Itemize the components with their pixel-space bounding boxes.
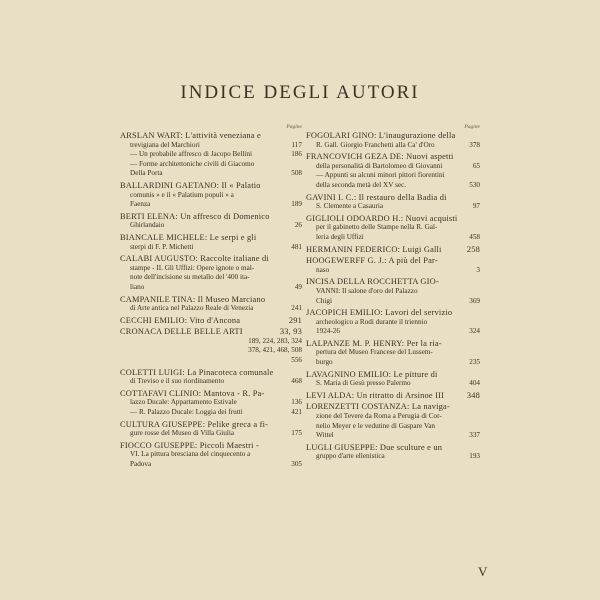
entry-text: 1924-26 [316,327,340,336]
entry-line [120,283,302,293]
entry-heading-line [306,402,480,412]
page-number [298,420,302,430]
page-number: 258 [466,244,480,254]
page-number [476,402,480,412]
entry-text: BALLARDINI GAETANO: Il « Palatio [120,180,261,190]
entry-text: della seconda metà del XV sec. [316,180,407,189]
entry-text: S. Maria di Gesù presso Palermo [316,379,411,388]
entry-text: — Appunti su alcuni minori pittori fiorentini [316,171,445,180]
page-number: 481 [291,242,302,251]
entry-heading-line [306,277,480,287]
entry-text: liano [130,282,145,291]
entry-text: LORENZETTI COSTANZA: La naviga- [306,402,450,412]
page-number [476,214,480,224]
entry-line [306,412,480,422]
page-number: 324 [469,327,480,336]
entry-line [120,398,302,408]
index-entry [120,212,302,231]
entry-line [120,169,302,179]
page-number [476,443,480,453]
index-entry [120,327,302,365]
entry-line [120,200,302,210]
entry-text: GAVINI I. C.: Il restauro della Badia di [306,192,447,202]
entry-line [120,141,302,151]
page-number [298,191,302,201]
entry-line [306,162,480,172]
entry-line [306,223,480,233]
index-entry [306,193,480,212]
entry-line [306,181,480,191]
entry-text: pertura del Museo Francese del Lussem- [316,348,433,357]
page-number: 378, 421, 468, 508 [248,346,302,355]
entry-heading-line [306,152,480,162]
entry-text: naso [316,265,330,274]
index-entry [306,443,480,462]
index-entry [306,339,480,368]
page-number: 49 [294,282,302,291]
entry-text: lazzo Ducale: Appartamento Estivale [130,398,237,407]
entry-text: Della Porta [130,169,163,178]
entry-text: — Forme architettoniche civili di Giacomo [130,159,255,168]
index-entry [306,152,480,190]
page-number [298,389,302,399]
page-number [298,441,302,451]
page-number [476,152,480,162]
page-number [298,160,302,170]
page-number [298,212,302,222]
page-number: 530 [469,180,480,189]
entry-text: R. Gall. Giorgio Franchetti alla Ca' d'Oro [316,140,435,149]
entry-line [306,422,480,432]
entry-line [120,337,302,347]
entry-text: gruppo d'arte ellenistica [316,452,385,461]
entry-text: stampe - II. Gli Uffizi: Opere ignote o mal- [130,263,255,272]
entry-line [120,408,302,418]
entry-heading-line [306,339,480,349]
entry-line [306,297,480,307]
page-number: 305 [291,460,302,468]
index-entry [306,277,480,306]
entry-text: CRONACA DELLE BELLE ARTI [120,327,243,337]
entry-heading-line [306,256,480,266]
page-number: 421 [291,408,302,417]
page-number: 348 [466,390,480,400]
index-entry [306,391,480,401]
index-entry [306,402,480,440]
entry-line [120,264,302,274]
page-number: 117 [291,140,302,149]
entry-text: archeologico a Rodi durante il triennio [316,317,428,326]
page-number: 291 [288,315,302,325]
entry-line [306,141,480,151]
entry-line [120,273,302,283]
entry-heading-line [306,193,480,203]
page-number: 65 [472,161,480,170]
pagine-label: Pagine [286,124,302,130]
index-entry [306,245,480,255]
entry-text: di Arte antica nel Palazzo Reale di Venezia [130,304,254,313]
index-entry [120,368,302,387]
entry-text: Ghirlandaio [130,221,165,230]
page-number [298,233,302,243]
entry-heading-line [306,131,480,141]
page-number: 33, 93 [279,327,302,337]
page-number: 136 [291,398,302,407]
entry-text: ARSLAN WART: L'attività veneziana e [120,131,261,140]
page-number [476,308,480,318]
entry-heading-line [120,212,302,222]
page-number [476,412,480,422]
page-number: 189, 224, 283, 324 [248,336,302,345]
entry-text: note dell'incisione su metallo del '400 ita- [130,273,250,282]
entry-text: HERMANIN FEDERICO: Luigi Galli [306,244,442,254]
page-number: 468 [291,377,302,386]
entry-text: Wittel [316,431,334,440]
entry-heading-line [120,316,302,326]
entry-heading-line [120,295,302,305]
index-column-left [120,124,302,472]
entry-heading-line [120,181,302,191]
entry-line [306,452,480,462]
page-number: 404 [469,379,480,388]
page-number: 235 [469,358,480,367]
index-entry [120,131,302,179]
entry-text: CAMPANILE TINA: Il Museo Marciano [120,294,266,304]
page-number [476,370,480,380]
entry-line [120,304,302,314]
entry-text: — Un probabile affresco di Jacopo Bellini [130,150,253,159]
entry-text: per il gabinetto delle Stampe nella R. Gal- [316,223,438,232]
entry-line [120,150,302,160]
entry-text: BERTI ELENA: Un affresco di Domenico [120,211,270,221]
entry-text: VANNI: Il salone d'oro del Palazzo [316,286,418,295]
page-number [476,348,480,358]
entry-text: zione del Tevere da Roma a Perugia di Cor- [316,412,442,421]
page-number: 241 [291,304,302,313]
index-entry [120,295,302,314]
entry-heading-line [306,391,480,401]
entry-line [306,266,480,276]
page-number [298,131,302,141]
entry-text: FOGOLARI GINO: L'inaugurazione della [306,131,456,140]
entry-line [306,233,480,243]
page-number: 458 [469,232,480,241]
page-number: 97 [472,202,480,211]
index-entry [306,256,480,275]
page-folio: V [478,564,488,579]
entry-text: Faenza [130,200,151,209]
page-number [476,339,480,349]
entry-heading-line [120,327,302,337]
index-entry [306,131,480,150]
entry-text: VI. La pittura bresciana del cinquecento a [130,450,251,459]
entry-text: LALPANZE M. P. HENRY: Per la ria- [306,338,442,348]
entry-line [120,243,302,253]
entry-heading-line [120,131,302,141]
entry-heading-line [306,214,480,224]
index-entry [306,214,480,243]
index-entry [120,181,302,210]
entry-text: della personalità di Bartolomeo di Giovanni [316,161,443,170]
entry-text: COLETTI LUIGI: La Pinacoteca comunale [120,367,274,377]
entry-text: trevigiana del Marchiori [130,140,200,149]
entry-text: Chigi [316,296,332,305]
index-entry [120,254,302,292]
entry-line [306,379,480,389]
page-number [476,131,480,141]
page-number [298,264,302,274]
entry-line [120,346,302,356]
entry-heading-line [306,443,480,453]
page-number [298,181,302,191]
index-entry [120,441,302,470]
entry-text: di Treviso e il suo riordinamento [130,377,225,386]
page-number [298,368,302,378]
entry-heading-line [120,254,302,264]
entry-text: INCISA DELLA ROCCHETTA GIO- [306,277,439,287]
page-title: INDICE DEGLI AUTORI [180,82,420,103]
entry-line [306,287,480,297]
entry-heading-line [306,245,480,255]
page-number: 369 [469,296,480,305]
index-entry [120,233,302,252]
entry-line [306,318,480,328]
entry-line [306,171,480,181]
entry-heading-line [306,308,480,318]
entry-text: sterpi di F. P. Michetti [130,242,194,251]
entry-text: FIOCCO GIUSEPPE: Piccoli Maestri - [120,440,259,450]
entry-text: JACOPICH EMILIO: Lavori del servizio [306,308,453,318]
entry-line [306,327,480,337]
entry-heading-line [120,233,302,243]
entry-line [120,450,302,460]
index-column-right [306,124,480,464]
entry-text: GIGLIOLI ODOARDO H.: Nuovi acquisti [306,213,458,223]
entry-heading-line [120,420,302,430]
page-number [298,273,302,283]
entry-text: CALABI AUGUSTO: Raccolte italiane di [120,254,269,264]
entry-line [120,377,302,387]
page-number [476,256,480,266]
entry-text: BIANCALE MICHELE: Le serpi e gli [120,232,257,242]
entry-text: gure rosse del Museo di Villa Giulia [130,429,235,438]
page-number [298,450,302,460]
page-number [476,287,480,297]
entry-heading-line [120,389,302,399]
page-number: 3 [476,265,480,274]
entry-text: LAVAGNINO EMILIO: Le pitture di [306,369,438,379]
page-number [298,254,302,264]
entry-text: leria degli Uffizi [316,232,364,241]
entry-text: LUGLI GIUSEPPE: Due sculture e un [306,442,443,452]
entry-text: CULTURA GIUSEPPE: Pelike greca a fi- [120,419,269,429]
page-number [298,295,302,305]
page-number: 378 [469,140,480,149]
index-entry [120,389,302,418]
page-number [476,193,480,203]
page-number: 26 [294,221,302,230]
entry-text: HOOGEWERFF G. J.: A più del Par- [306,256,438,266]
entry-line [120,160,302,170]
entry-text: — R. Palazzo Ducale: Loggia dei frutti [130,408,243,417]
entry-text: CECCHI EMILIO: Vito d'Ancona [120,315,241,325]
entry-text: S. Clemente a Casauria [316,202,384,211]
entry-line [120,221,302,231]
entry-text: Padova [130,460,152,468]
page-number: 193 [469,452,480,461]
page-number [476,318,480,328]
page-number: 508 [291,169,302,178]
entry-line [120,191,302,201]
entry-text: LEVI ALDA: Un ritratto di Arsinoe III [306,390,445,400]
page-number: 189 [291,200,302,209]
entry-line [306,358,480,368]
entry-line [120,429,302,439]
entry-heading-line [306,370,480,380]
index-entry [306,370,480,389]
entry-line [120,460,302,470]
page-number [476,277,480,287]
entry-line [306,431,480,441]
index-entry [120,420,302,439]
entry-text: comunis » e il « Palatium populi » a [130,190,234,199]
entry-text: COTTAFAVI CLINIO: Mantova - R. Pa- [120,388,265,398]
entry-line [120,356,302,366]
index-entry [120,316,302,326]
index-entry [306,308,480,337]
entry-text: FRANCOVICH GEZA DE: Nuovi aspetti [306,152,454,162]
page-number [476,422,480,432]
entry-line [306,348,480,358]
entry-heading-line [120,368,302,378]
entry-line [306,202,480,212]
entry-heading-line [120,441,302,451]
page-number: 337 [469,431,480,440]
page-number [476,171,480,181]
entry-text: burgo [316,358,333,367]
page-number: 175 [291,429,302,438]
page-number: 186 [291,150,302,159]
page-number [476,223,480,233]
entry-text: nelio Meyer e le vedutine di Gaspare Van [316,421,436,430]
pagine-label: Pagine [464,124,480,130]
page-number: 556 [291,356,302,365]
